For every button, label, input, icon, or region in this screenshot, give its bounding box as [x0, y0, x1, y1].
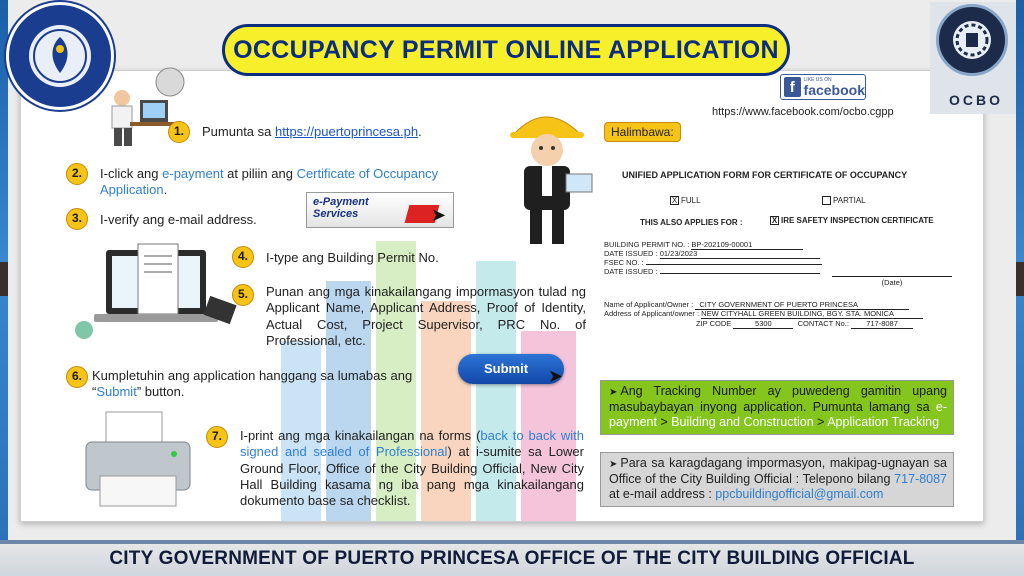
- submit-button[interactable]: Submit: [458, 354, 564, 384]
- step-3-text: I-verify ang e-mail address.: [100, 212, 257, 227]
- facebook-url[interactable]: https://www.facebook.com/ocbo.cgpp: [712, 106, 894, 118]
- submit-word: Submit: [96, 384, 137, 400]
- website-link[interactable]: https://puertoprincesa.ph: [275, 124, 419, 139]
- step-3-number: 3.: [66, 208, 88, 230]
- facebook-badge[interactable]: [780, 74, 866, 100]
- ocbo-seal-logo: [936, 4, 1008, 76]
- email-link[interactable]: ppcbuildingofficial@gmail.com: [715, 487, 884, 502]
- step-1-text: Pumunta sa https://puertoprincesa.ph.: [202, 124, 422, 139]
- contact-note: ➤ Para sa karagdagang impormasyon, makipag-ugnayan sa Office of the City Building Official : Telepono bilang 717-8087 at e-mail address : ppcbuildingofficial@gmail.com: [600, 452, 954, 507]
- zip-contact-row: ZIP CODE 5300 CONTACT No.: 717-8087: [696, 319, 913, 329]
- building-gear-icon: [953, 21, 991, 59]
- tracking-note: ➤ Ang Tracking Number ay puwedeng gamitin upang masubaybayan inyong application. Pumunta lamang sa e-payment > Building and Construction > Application Tracking: [600, 380, 954, 435]
- step-5-number: 5.: [232, 284, 254, 306]
- applicant-name-row: Name of Applicant/Owner : CITY GOVERNMENT OF PUERTO PRINCESA: [604, 300, 909, 310]
- step-5-text: Punan ang mga kinakailangang impormasyon tulad ng Applicant Name, Applicant Address, Proof of Identity, Actual Cost, Project Supervisor, PRC No. of Professional, etc.: [266, 284, 586, 348]
- also-applies-label: THIS ALSO APPLIES FOR :: [640, 218, 743, 227]
- phone-number: 717-8087: [894, 471, 947, 486]
- footer-text: CITY GOVERNMENT OF PUERTO PRINCESA OFFICE OF THE CITY BUILDING OFFICIAL: [109, 548, 915, 569]
- back-to-back-note: back to back with signed and sealed of Professional: [240, 428, 584, 460]
- laptop-document-illustration: [66, 240, 246, 350]
- step-1-number: 1.: [168, 121, 190, 143]
- ocbo-label: OCBO: [949, 92, 1003, 108]
- full-checkbox: X FULL: [671, 196, 701, 206]
- step-6-number: 6.: [66, 366, 88, 388]
- facebook-like-us: LIKE US ON: [803, 76, 832, 83]
- step-7-text: I-print ang mga kinakailangan na forms (back to back with signed and sealed of Professional) at i-sumite sa Lower Ground Floor, Office of the City Building Official, New City Hall Building kasama ng iba pang mga kinakailangang dokumento base sa checklist.: [240, 428, 584, 508]
- page-title: OCCUPANCY PERMIT ONLINE APPLICATION: [222, 24, 790, 76]
- example-label: Halimbawa:: [604, 122, 681, 142]
- step-4-number: 4.: [232, 246, 254, 268]
- footer-bar: [0, 540, 1024, 576]
- applicant-address-row: Address of Applicant/owner : NEW CITYHALL GREEN BUILDING, BGY. STA. MONICA: [604, 309, 923, 319]
- date-issued-2-row: DATE ISSUED :: [604, 267, 820, 276]
- cursor-icon: ➤: [431, 205, 447, 225]
- step-6-text: Kumpletuhin ang application hanggang sa lumabas ang “Submit” button.: [92, 368, 413, 400]
- building-permit-row: BUILDING PERMIT NO. : BP-202109-00001: [604, 240, 803, 250]
- fsec-row: FSEC NO. :: [604, 258, 822, 267]
- form-title: UNIFIED APPLICATION FORM FOR CERTIFICATE OF OCCUPANCY: [622, 170, 908, 180]
- step-4-text: I-type ang Building Permit No.: [266, 250, 439, 265]
- date-caption: (Date): [832, 276, 952, 287]
- date-issued-row: DATE ISSUED : 01/23/2023: [604, 249, 820, 259]
- facebook-icon: f: [784, 77, 801, 97]
- cursor-icon: ➤: [548, 366, 564, 386]
- partial-checkbox: PARTIAL: [822, 196, 866, 205]
- step-2-text: I-click ang e-payment at piliin ang Certificate of Occupancy Application.: [100, 166, 439, 198]
- certificate-option-text: Certificate of Occupancy Application: [100, 166, 439, 198]
- facebook-wordmark: facebook: [803, 81, 865, 98]
- city-seal-logo: [6, 2, 114, 110]
- engineer-hardhat-illustration: [500, 104, 596, 250]
- epayment-text: e-payment: [162, 166, 224, 181]
- peacock-emblem-icon: [29, 25, 91, 87]
- epayment-services-badge: e-Payment Services ➤: [306, 192, 454, 228]
- fire-safety-checkbox: X IRE SAFETY INSPECTION CERTIFICATE: [771, 216, 934, 226]
- arrow-bullet-icon: ➤: [609, 387, 618, 398]
- step-7-number: 7.: [206, 426, 228, 448]
- step-2-number: 2.: [66, 163, 88, 185]
- printer-illustration: [78, 406, 198, 518]
- arrow-bullet-icon: ➤: [609, 459, 618, 470]
